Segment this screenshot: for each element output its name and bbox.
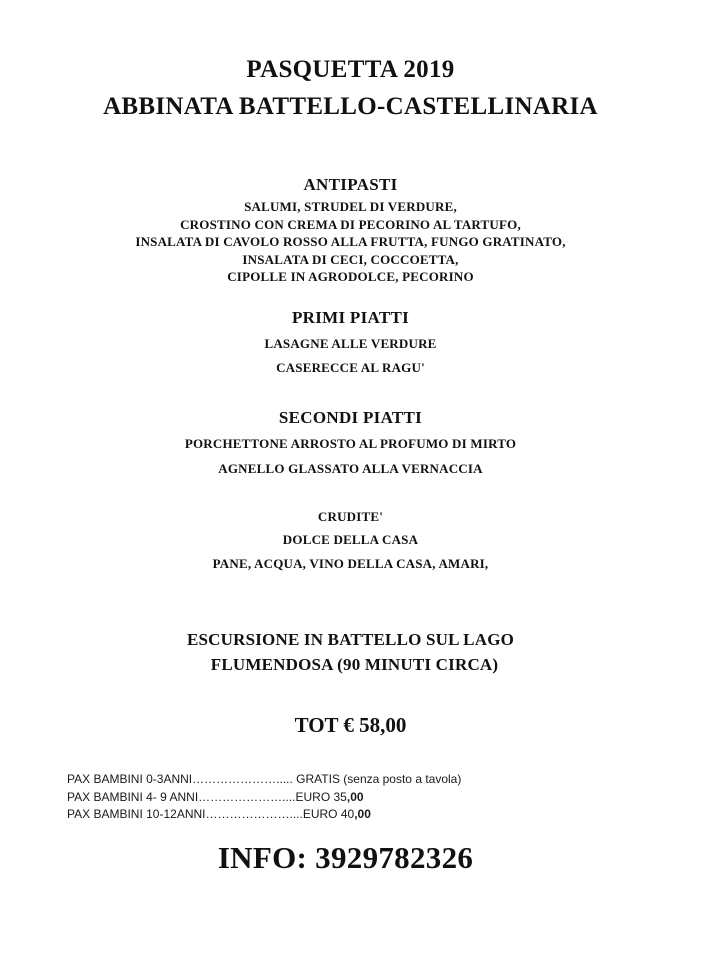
extra-item: DOLCE DELLA CASA xyxy=(282,532,419,547)
primi-heading: PRIMI PIATTI xyxy=(291,308,410,327)
info-phone: INFO: 3929782326 xyxy=(217,840,474,875)
price-row xyxy=(67,806,461,824)
antipasti-line: CIPOLLE IN AGRODOLCE, PECORINO xyxy=(227,269,474,284)
antipasti-heading: ANTIPASTI xyxy=(303,175,398,194)
antipasti-line: CROSTINO CON CREMA DI PECORINO AL TARTUFO, xyxy=(180,216,521,232)
children-prices xyxy=(67,771,461,824)
price-label: PAX BAMBINI 0-3ANNI…………………..... xyxy=(67,772,293,786)
primi-item: LASAGNE ALLE VERDURE xyxy=(264,336,437,351)
price-value: EURO 40 xyxy=(302,807,355,821)
antipasti-line: SALUMI, STRUDEL DI VERDURE, xyxy=(244,199,457,214)
secondi-item: PORCHETTONE ARROSTO AL PROFUMO DI MIRTO xyxy=(184,436,517,451)
price-value: EURO 35 xyxy=(295,789,347,804)
title-line-1: PASQUETTA 2019 xyxy=(246,56,455,83)
secondi-item: AGNELLO GLASSATO ALLA VERNACCIA xyxy=(218,461,483,476)
extra-item: CRUDITE' xyxy=(317,509,384,524)
antipasti-list xyxy=(0,198,701,286)
antipasti-line: INSALATA DI CECI, COCCOETTA, xyxy=(242,251,459,267)
price-label: PAX BAMBINI 10-12ANNI………………….... xyxy=(67,807,303,821)
primi-item: CASERECCE AL RAGU' xyxy=(276,360,425,375)
price-row xyxy=(67,771,461,789)
extra-item: PANE, ACQUA, VINO DELLA CASA, AMARI, xyxy=(212,556,489,571)
excursion-line-2: FLUMENDOSA (90 MINUTI CIRCA) xyxy=(210,655,499,674)
price-label: PAX BAMBINI 4- 9 ANNI………………….... xyxy=(67,789,296,804)
secondi-heading: SECONDI PIATTI xyxy=(278,408,423,427)
antipasti-line: INSALATA DI CAVOLO ROSSO ALLA FRUTTA, FUNGO GRATINATO, xyxy=(135,234,566,249)
price-cents: ,00 xyxy=(346,789,364,804)
price-value: GRATIS (senza posto a tavola) xyxy=(292,772,462,786)
price-row xyxy=(67,789,461,807)
price-cents: ,00 xyxy=(354,807,371,821)
total-price: TOT € 58,00 xyxy=(294,713,407,737)
title-line-2: ABBINATA BATTELLO-CASTELLINARIA xyxy=(103,93,598,120)
excursion-line-1: ESCURSIONE IN BATTELLO SUL LAGO xyxy=(186,630,515,649)
